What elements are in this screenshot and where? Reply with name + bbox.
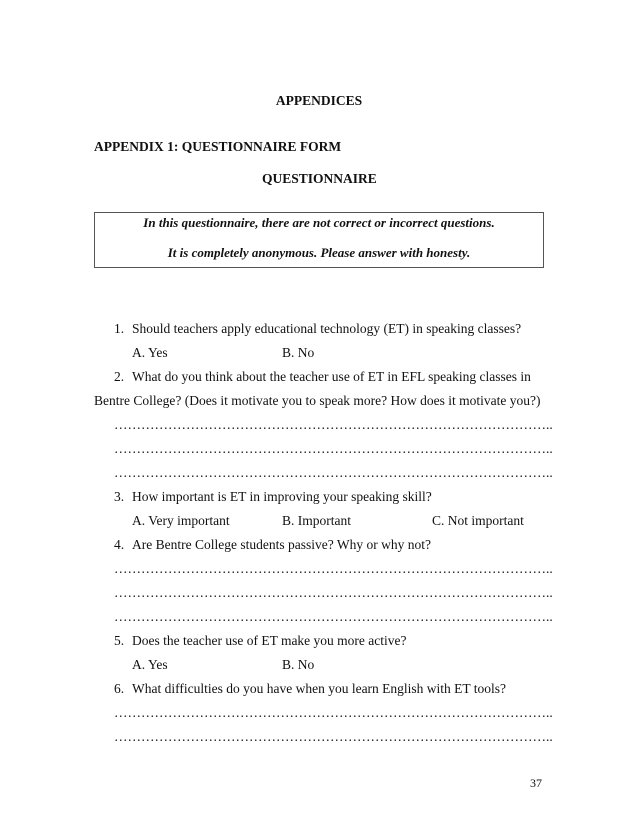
q5-number: 5. xyxy=(114,633,125,648)
q6-answer-line-2[interactable]: …………………………………………………………………………………….. xyxy=(114,729,553,744)
page-number: 37 xyxy=(530,776,542,790)
q1-option-b: B. No xyxy=(282,345,315,360)
notice-line-1: In this questionnaire, there are not correct or incorrect questions. xyxy=(143,215,495,230)
q5-option-a: A. Yes xyxy=(132,657,168,672)
q5-option-b: B. No xyxy=(282,657,315,672)
q2-answer-line-3[interactable]: …………………………………………………………………………………….. xyxy=(114,465,553,480)
form-title: QUESTIONNAIRE xyxy=(262,171,377,186)
q4-answer-line-1[interactable]: …………………………………………………………………………………….. xyxy=(114,561,553,576)
notice-box xyxy=(94,212,544,268)
q6-number: 6. xyxy=(114,681,125,696)
q6-answer-line-1[interactable]: …………………………………………………………………………………….. xyxy=(114,705,553,720)
q6-text: What difficulties do you have when you learn English with ET tools? xyxy=(132,681,507,696)
q1-text: Should teachers apply educational technology (ET) in speaking classes? xyxy=(132,321,522,336)
q4-number: 4. xyxy=(114,537,125,552)
q2-text-line1: What do you think about the teacher use of ET in EFL speaking classes in xyxy=(132,369,531,384)
q3-option-b: B. Important xyxy=(282,513,351,528)
q2-answer-line-2[interactable]: …………………………………………………………………………………….. xyxy=(114,441,553,456)
q2-answer-line-1[interactable]: …………………………………………………………………………………….. xyxy=(114,417,553,432)
q1-option-a: A. Yes xyxy=(132,345,168,360)
q4-text: Are Bentre College students passive? Why or why not? xyxy=(132,537,431,552)
q2-number: 2. xyxy=(114,369,125,384)
q3-option-c: C. Not important xyxy=(432,513,524,528)
q1-number: 1. xyxy=(114,321,125,336)
q4-answer-line-2[interactable]: …………………………………………………………………………………….. xyxy=(114,585,553,600)
q3-option-a: A. Very important xyxy=(132,513,230,528)
q4-answer-line-3[interactable]: …………………………………………………………………………………….. xyxy=(114,609,553,624)
q3-number: 3. xyxy=(114,489,125,504)
q3-text: How important is ET in improving your speaking skill? xyxy=(132,489,432,504)
q5-text: Does the teacher use of ET make you more active? xyxy=(132,633,407,648)
page-heading: APPENDICES xyxy=(275,93,363,108)
appendix-title: APPENDIX 1: QUESTIONNAIRE FORM xyxy=(94,139,342,154)
q2-text-line2: Bentre College? (Does it motivate you to speak more? How does it motivate you?) xyxy=(94,393,541,408)
notice-line-2: It is completely anonymous. Please answer with honesty. xyxy=(167,245,471,260)
